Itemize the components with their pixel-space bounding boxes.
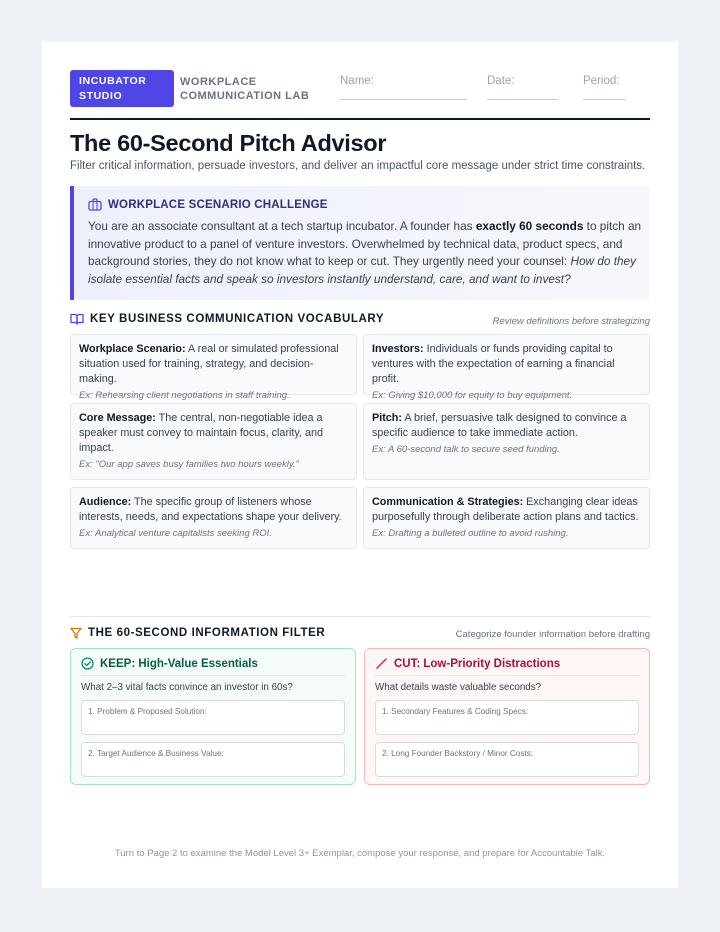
name-field[interactable] [340,99,467,100]
filter-heading-text: THE 60-SECOND INFORMATION FILTER [88,627,326,639]
vocab-definition [372,342,641,387]
vocabulary-heading-text: KEY BUSINESS COMMUNICATION VOCABULARY [90,313,385,325]
cut-answer-field-1[interactable] [375,700,639,735]
vocab-term: Core Message: [79,412,156,424]
period-label: Period: [583,75,620,87]
section-divider [70,616,650,617]
vocab-card-pitch [363,403,650,480]
keep-answer-label-2: 2. Target Audience & Business Value: [88,749,224,758]
vocab-card-audience [70,487,357,549]
vocab-definition [372,411,641,441]
scenario-text [88,218,642,288]
date-field[interactable] [487,99,558,100]
keep-answer-field-1[interactable] [81,700,345,735]
vocab-definition-text: The central, non-negotiable idea a speaker must convey to maintain focus, clarity, and impact. [79,412,324,454]
keep-card [70,648,356,785]
vocabulary-heading [70,313,384,325]
scenario-text-part-2: to pitch an innovative product to a panel of venture investors. Overwhelmed by technical data, product specs, and background stories, they do not know what to keep or cut. They urgently need your counsel: [88,219,642,269]
scenario-heading-text: WORKPLACE SCENARIO CHALLENGE [108,198,328,211]
keep-card-title: KEEP: High-Value Essentials [100,657,258,670]
funnel-icon [70,627,82,639]
cut-card-title: CUT: Low-Priority Distractions [394,657,561,670]
vocab-term: Workplace Scenario: [79,343,186,355]
vocab-definition [79,495,348,525]
vocab-term: Audience: [79,496,132,508]
vocab-definition-text: The specific group of listeners whose interests, needs, and expectations shape your delivery. [79,496,342,523]
slash-icon [375,657,388,670]
vocab-card-workplace-scenario [70,334,357,401]
filter-heading [70,627,325,639]
vocab-card-core-message [70,403,357,480]
cut-question: What details waste valuable seconds? [375,682,542,693]
cut-answer-label-1: 1. Secondary Features & Coding Specs: [382,707,529,716]
cut-answer-label-2: 2. Long Founder Backstory / Minor Costs: [382,749,534,758]
vocab-term: Investors: [372,343,424,355]
cut-card [364,648,650,785]
vocab-term: Communication & Strategies: [372,496,524,508]
scenario-heading [88,198,328,211]
keep-question: What 2–3 vital facts convince an investor in 60s? [81,682,293,693]
scenario-text-question: How do they isolate essential facts and speak so investors instantly understand, care, and want to invest? [88,254,637,286]
scenario-panel [70,186,650,300]
vocab-definition [79,411,348,456]
vocab-definition [372,495,641,525]
footer-note: Turn to Page 2 to examine the Model Level 3+ Exemplar, compose your response, and prepare for Accountable Talk. [114,848,606,859]
vocab-example: Ex: "Our app saves busy families two hours weekly." [79,459,299,470]
vocab-example: Ex: Rehearsing client negotiations in staff training. [79,390,290,401]
keep-answer-field-2[interactable] [81,742,345,777]
vocab-card-communication-strategies [363,487,650,549]
vocab-example: Ex: Giving $10,000 for equity to buy equipment. [372,390,573,401]
brand-badge [70,70,174,107]
briefcase-icon [88,198,102,211]
brand-badge-line-2: STUDIO [79,90,123,102]
keep-card-heading [81,657,345,676]
brand-lab-line-1: WORKPLACE [180,76,257,88]
brand-lab-line-2: COMMUNICATION LAB [180,90,310,102]
scenario-text-part-1: You are an associate consultant at a tech startup incubator. A founder has [88,219,476,233]
vocab-definition-text: A real or simulated professional situation used for training, strategy, and decision-making. [79,343,339,385]
vocab-definition-text: Individuals or funds providing capital to ventures with the expectation of earning a financial profit. [372,343,615,385]
vocab-example: Ex: Drafting a bulleted outline to avoid rushing. [372,528,569,539]
vocab-term: Pitch: [372,412,402,424]
scenario-text-bold: exactly 60 seconds [475,219,584,233]
cut-answer-field-2[interactable] [375,742,639,777]
keep-answer-label-1: 1. Problem & Proposed Solution: [88,707,207,716]
vocab-definition [79,342,348,387]
vocabulary-note: Review definitions before strategizing [492,316,650,327]
book-icon [70,313,84,325]
vocab-definition-text: A brief, persuasive talk designed to convince a specific audience to take immediate action. [372,412,627,439]
vocab-example: Ex: Analytical venture capitalists seeking ROI. [79,528,272,539]
page-subtitle: Filter critical information, persuade investors, and deliver an impactful core message under strict time constraints. [70,160,646,172]
period-field[interactable] [583,99,626,100]
vocab-example: Ex: A 60-second talk to secure seed funding. [372,444,560,455]
page-title: The 60-Second Pitch Advisor [70,130,387,156]
worksheet-header [70,70,650,120]
vocab-card-investors [363,334,650,401]
date-label: Date: [487,75,515,87]
vocab-definition-text: Exchanging clear ideas purposefully through deliberate action plans and tactics. [372,496,639,523]
brand-lab-name [180,75,320,103]
worksheet-page [42,42,678,888]
name-label: Name: [340,75,374,87]
brand-badge-line-1: INCUBATOR [79,75,147,87]
filter-note: Categorize founder information before drafting [455,629,650,640]
cut-card-heading [375,657,639,676]
check-circle-icon [81,657,94,670]
